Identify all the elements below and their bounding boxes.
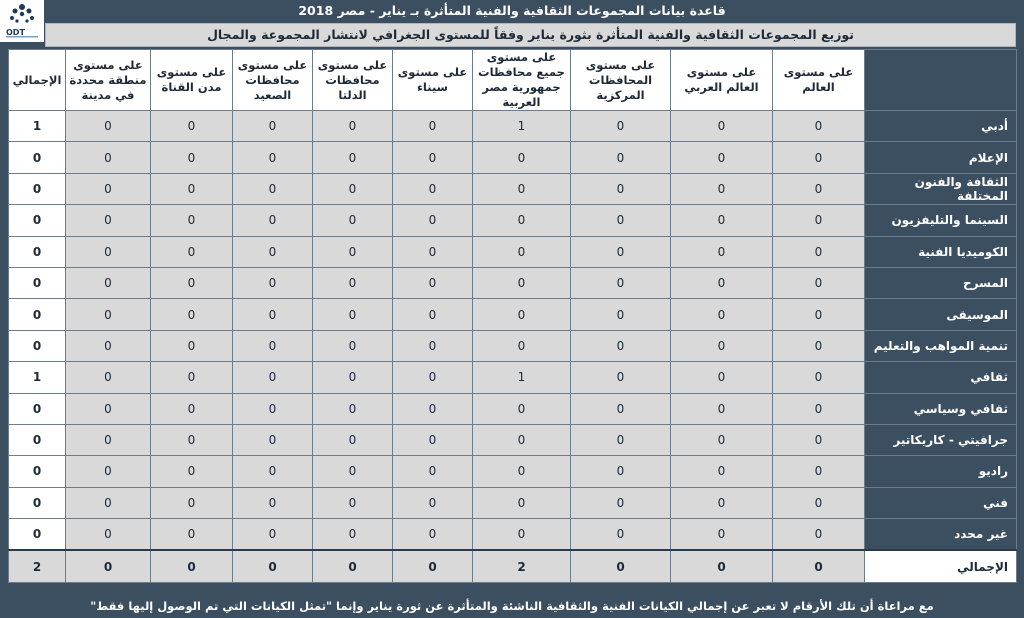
- table-cell: 0: [313, 299, 393, 330]
- table-cell: 0: [233, 205, 313, 236]
- table-cell: 0: [151, 550, 233, 582]
- table-cell: 0: [66, 330, 151, 361]
- row-label: الثقافة والفنون المختلفة: [865, 173, 1017, 204]
- table-cell: 0: [313, 205, 393, 236]
- table-cell: 0: [473, 236, 571, 267]
- row-total-cell: 0: [9, 236, 66, 267]
- table-cell: 0: [151, 142, 233, 173]
- table-cell: 0: [473, 519, 571, 551]
- table-cell: 0: [473, 267, 571, 298]
- table-cell: 0: [773, 111, 865, 142]
- table-cell: 0: [393, 487, 473, 518]
- table-cell: 0: [66, 111, 151, 142]
- table-row: [9, 519, 1017, 551]
- header-row: [9, 50, 1017, 111]
- table-cell: 0: [151, 519, 233, 551]
- table-cell: 0: [66, 393, 151, 424]
- table-cell: 0: [313, 111, 393, 142]
- table-cell: 0: [773, 173, 865, 204]
- table-cell: 0: [313, 267, 393, 298]
- table-cell: 0: [473, 330, 571, 361]
- total-row: [9, 550, 1017, 582]
- table-cell: 2: [473, 550, 571, 582]
- table-cell: 0: [773, 424, 865, 455]
- table-cell: 0: [393, 424, 473, 455]
- table-cell: 0: [473, 424, 571, 455]
- table-cell: 0: [671, 456, 773, 487]
- table-cell: 0: [66, 173, 151, 204]
- table-cell: 0: [571, 330, 671, 361]
- table-cell: 0: [671, 330, 773, 361]
- row-total-cell: 0: [9, 330, 66, 361]
- table-cell: 0: [473, 456, 571, 487]
- table-cell: 0: [473, 142, 571, 173]
- row-label: فني: [865, 487, 1017, 518]
- column-header: على مستوى العالم العربي: [671, 50, 773, 111]
- row-total-cell: 0: [9, 456, 66, 487]
- table-cell: 0: [571, 236, 671, 267]
- table-cell: 0: [233, 424, 313, 455]
- table-row: [9, 456, 1017, 487]
- table-title: توزيع المجموعات الثقافية والفنية المتأثرة بثورة يناير وفقاً للمستوى الجغرافي لانتشار المجموعة والمجال: [45, 23, 1016, 47]
- table-cell: 0: [571, 173, 671, 204]
- table-cell: 0: [313, 142, 393, 173]
- column-header: على مستوى المحافظات المركزية: [571, 50, 671, 111]
- table-cell: 0: [671, 519, 773, 551]
- column-header: على مستوى محافظات الدلتا: [313, 50, 393, 111]
- table-cell: 0: [671, 550, 773, 582]
- column-header: على مستوى العالم: [773, 50, 865, 111]
- table-cell: 0: [313, 236, 393, 267]
- table-cell: 0: [66, 519, 151, 551]
- table-cell: 0: [773, 393, 865, 424]
- table-row: [9, 111, 1017, 142]
- table-row: [9, 173, 1017, 204]
- row-label: ثقافي وسياسي: [865, 393, 1017, 424]
- page-title: قاعدة بيانات المجموعات الثقافية والفنية المتأثرة بـ يناير - مصر 2018: [298, 3, 726, 18]
- table-cell: 0: [473, 205, 571, 236]
- table-cell: 0: [571, 362, 671, 393]
- table-cell: 0: [773, 519, 865, 551]
- table-cell: 0: [233, 456, 313, 487]
- table-cell: 0: [233, 330, 313, 361]
- column-header: على مستوى محافظات الصعيد: [233, 50, 313, 111]
- table-cell: 0: [773, 299, 865, 330]
- table-cell: 0: [393, 111, 473, 142]
- row-label: راديو: [865, 456, 1017, 487]
- table-cell: 0: [66, 236, 151, 267]
- row-total-cell: 0: [9, 205, 66, 236]
- row-total-cell: 0: [9, 393, 66, 424]
- table-cell: 0: [66, 362, 151, 393]
- column-header: على مستوى منطقة محددة في مدينة: [66, 50, 151, 111]
- table-cell: 0: [393, 550, 473, 582]
- table-cell: 0: [671, 299, 773, 330]
- table-cell: 0: [233, 299, 313, 330]
- row-total-cell: 0: [9, 424, 66, 455]
- row-total-cell: 0: [9, 142, 66, 173]
- table-cell: 0: [313, 456, 393, 487]
- table-cell: 0: [773, 267, 865, 298]
- row-label: السينما والتليفزيون: [865, 205, 1017, 236]
- table-cell: 0: [473, 173, 571, 204]
- table-cell: 0: [313, 487, 393, 518]
- table-cell: 0: [233, 173, 313, 204]
- table-cell: 0: [393, 362, 473, 393]
- table-cell: 0: [151, 362, 233, 393]
- row-label: الموسيقى: [865, 299, 1017, 330]
- table-cell: 0: [313, 173, 393, 204]
- table-cell: 0: [571, 205, 671, 236]
- table-body: [9, 111, 1017, 583]
- table-row: [9, 299, 1017, 330]
- table-cell: 0: [671, 393, 773, 424]
- table-cell: 0: [571, 267, 671, 298]
- table-cell: 0: [671, 236, 773, 267]
- row-total-cell: 0: [9, 173, 66, 204]
- row-total-cell: 2: [9, 550, 66, 582]
- row-label: الإعلام: [865, 142, 1017, 173]
- table-cell: 0: [671, 362, 773, 393]
- table-cell: 0: [233, 487, 313, 518]
- row-label: الكوميديا الفنية: [865, 236, 1017, 267]
- table-cell: 0: [571, 456, 671, 487]
- table-cell: 0: [151, 267, 233, 298]
- table-cell: 0: [393, 236, 473, 267]
- table-row: [9, 205, 1017, 236]
- table-cell: 0: [313, 330, 393, 361]
- table-cell: 0: [571, 299, 671, 330]
- table-cell: 0: [151, 393, 233, 424]
- table-cell: 0: [151, 236, 233, 267]
- table-cell: 0: [151, 111, 233, 142]
- table-cell: 0: [671, 487, 773, 518]
- table-cell: 0: [313, 424, 393, 455]
- table-cell: 0: [571, 393, 671, 424]
- table-cell: 0: [233, 236, 313, 267]
- row-total-cell: 0: [9, 487, 66, 518]
- table-cell: 0: [571, 424, 671, 455]
- table-row: [9, 487, 1017, 518]
- table-cell: 0: [773, 236, 865, 267]
- row-label: غير محدد: [865, 519, 1017, 551]
- table-cell: 0: [571, 487, 671, 518]
- table-cell: 0: [313, 550, 393, 582]
- table-cell: 0: [151, 456, 233, 487]
- table-row: [9, 142, 1017, 173]
- row-label: ثقافي: [865, 362, 1017, 393]
- table-cell: 0: [773, 330, 865, 361]
- table-cell: 0: [393, 393, 473, 424]
- table-cell: 0: [571, 550, 671, 582]
- row-label: أدبي: [865, 111, 1017, 142]
- table-cell: 0: [233, 362, 313, 393]
- table-cell: 0: [393, 173, 473, 204]
- table-row: [9, 393, 1017, 424]
- table-cell: 0: [233, 550, 313, 582]
- table-cell: 0: [571, 519, 671, 551]
- row-label: الإجمالي: [865, 550, 1017, 582]
- table-cell: 0: [151, 173, 233, 204]
- table-cell: 0: [671, 424, 773, 455]
- table-cell: 0: [151, 487, 233, 518]
- table-cell: 0: [773, 362, 865, 393]
- table-cell: 0: [151, 330, 233, 361]
- table-cell: 0: [233, 142, 313, 173]
- table-row: [9, 330, 1017, 361]
- table-cell: 0: [66, 487, 151, 518]
- column-header-total: الإجمالي: [9, 50, 66, 111]
- column-header: على مستوى مدن القناة: [151, 50, 233, 111]
- table-cell: 0: [66, 299, 151, 330]
- table-cell: 0: [671, 142, 773, 173]
- table-cell: 0: [151, 424, 233, 455]
- table-cell: 0: [151, 299, 233, 330]
- column-header: على مستوى جميع محافظات جمهورية مصر العربية: [473, 50, 571, 111]
- table-cell: 0: [66, 550, 151, 582]
- table-cell: 0: [393, 456, 473, 487]
- table-cell: 0: [313, 393, 393, 424]
- table-row: [9, 267, 1017, 298]
- table-cell: 0: [393, 142, 473, 173]
- table-cell: 0: [233, 267, 313, 298]
- table-cell: 0: [473, 393, 571, 424]
- table-cell: 0: [233, 519, 313, 551]
- table-cell: 0: [571, 142, 671, 173]
- row-label: جرافيتي - كاريكاتير: [865, 424, 1017, 455]
- table-row: [9, 424, 1017, 455]
- table-cell: 0: [66, 267, 151, 298]
- table-cell: 0: [313, 362, 393, 393]
- data-table: [8, 49, 1017, 583]
- table-cell: 0: [473, 487, 571, 518]
- table-cell: 0: [393, 205, 473, 236]
- logo-text: ODT: [6, 28, 25, 37]
- table-cell: 0: [671, 267, 773, 298]
- table-cell: 0: [671, 205, 773, 236]
- table-cell: 0: [773, 550, 865, 582]
- table-cell: 0: [233, 111, 313, 142]
- table-cell: 0: [393, 330, 473, 361]
- column-header: على مستوى سيناء: [393, 50, 473, 111]
- row-total-cell: 1: [9, 362, 66, 393]
- corner-cell: [865, 50, 1017, 111]
- table-cell: 0: [571, 111, 671, 142]
- table-row: [9, 236, 1017, 267]
- table-cell: 0: [473, 299, 571, 330]
- table-row: [9, 362, 1017, 393]
- table-cell: 0: [313, 519, 393, 551]
- table-cell: 0: [773, 142, 865, 173]
- table-cell: 0: [671, 111, 773, 142]
- table-cell: 0: [66, 142, 151, 173]
- table-cell: 0: [66, 205, 151, 236]
- footnote: مع مراعاة أن تلك الأرقام لا تعبر عن إجمالي الكيانات الفنية والثقافية الناشئة والمتأثرة عن ثورة يناير وإنما "تمثل الكيانات التي تم الوصول إليها فقط": [90, 599, 934, 613]
- table-cell: 0: [393, 299, 473, 330]
- table-cell: 0: [773, 205, 865, 236]
- table-cell: 0: [773, 487, 865, 518]
- table-cell: 0: [393, 519, 473, 551]
- row-label: تنمية المواهب والتعليم: [865, 330, 1017, 361]
- table-cell: 0: [66, 424, 151, 455]
- table-cell: 0: [233, 393, 313, 424]
- row-total-cell: 0: [9, 519, 66, 551]
- table-cell: 0: [671, 173, 773, 204]
- row-total-cell: 0: [9, 299, 66, 330]
- table-cell: 1: [473, 111, 571, 142]
- table-cell: 0: [773, 456, 865, 487]
- table-cell: 0: [151, 205, 233, 236]
- row-label: المسرح: [865, 267, 1017, 298]
- table-cell: 0: [393, 267, 473, 298]
- table-cell: 0: [66, 456, 151, 487]
- row-total-cell: 1: [9, 111, 66, 142]
- table-cell: 1: [473, 362, 571, 393]
- row-total-cell: 0: [9, 267, 66, 298]
